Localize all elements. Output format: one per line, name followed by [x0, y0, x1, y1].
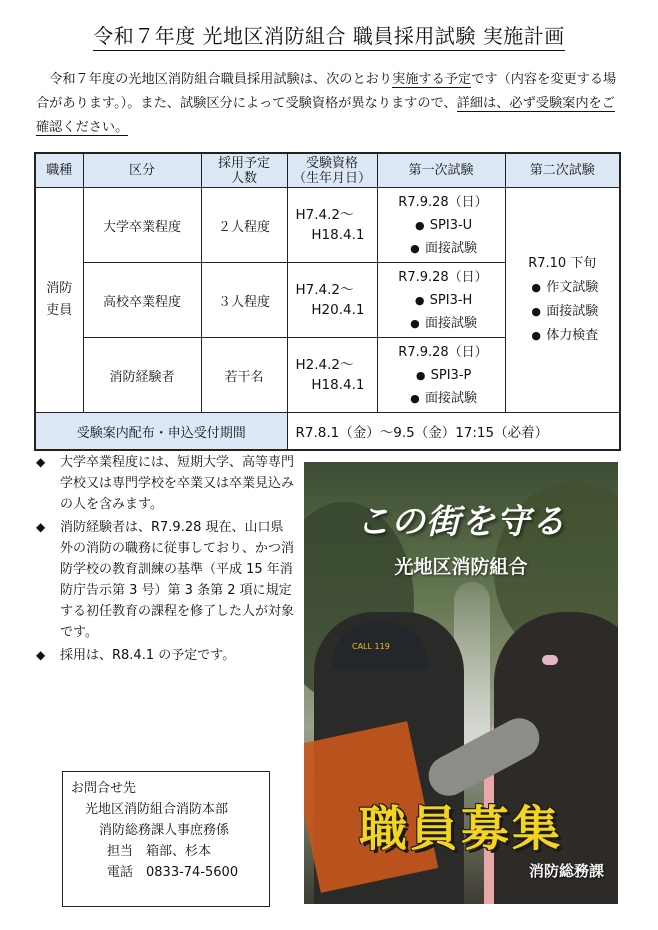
application-period-row	[35, 413, 620, 451]
list-item: ◆ 大学卒業程度には、短期大学、高等専門学校又は専門学校を卒業又は卒業見込みの人を含みます。	[34, 452, 296, 515]
intro-paragraph: 令和７年度の光地区消防組合職員採用試験は、次のとおり実施する予定です（内容を変更する場合があります。）。また、試験区分によって受験資格が異なりますので、詳細は、必ず受験案内をご確認ください。	[36, 72, 617, 135]
second-exam-cell: R7.10 下旬 ● 作文試験 ● 面接試験 ● 体力検査	[505, 188, 620, 413]
table-header-row	[35, 153, 620, 188]
diamond-bullet-icon: ◆	[36, 648, 46, 662]
first-exam-cell: R7.9.28（日） ● SPI3-H ● 面接試験	[377, 263, 505, 338]
period-value: R7.8.1（金）～9.5（金）17:15（必着）	[287, 413, 620, 451]
first-exam-cell: R7.9.28（日） ● SPI3-U ● 面接試験	[377, 188, 505, 263]
ninzu-cell: ３人程度	[201, 263, 287, 338]
ninzu-cell: 若干名	[201, 338, 287, 413]
contact-box	[62, 771, 270, 907]
poster-dept-name: 消防総務課	[528, 862, 604, 880]
kubun-cell: 消防経験者	[83, 338, 201, 413]
shikaku-cell: H7.4.2～ H20.4.1	[287, 263, 377, 338]
header-second-exam: 第二次試験	[505, 153, 620, 188]
contact-staff: 担当 箱部、杉本	[107, 844, 212, 859]
first-exam-cell: R7.9.28（日） ● SPI3-P ● 面接試験	[377, 338, 505, 413]
diamond-bullet-icon: ◆	[36, 520, 46, 534]
kubun-cell: 大学卒業程度	[83, 188, 201, 263]
contact-heading: お問合せ先	[71, 781, 137, 796]
list-item: ◆ 消防経験者は、R7.9.28 現在、山口県外の消防の職務に従事しており、かつ消防学校の教育訓練の基準（平成 15 年消防庁告示第 3 号）第 3 条第 2 項に規定する初任教育の課程を修了した人が対象です。	[34, 517, 296, 643]
poster-hairtie	[542, 655, 558, 665]
period-label: 受験案内配布・申込受付期間	[35, 413, 287, 451]
header-kubun: 区分	[83, 153, 201, 188]
kubun-cell: 高校卒業程度	[83, 263, 201, 338]
header-shikaku: 受験資格 （生年月日）	[287, 153, 377, 188]
shikaku-cell: H7.4.2～ H18.4.1	[287, 188, 377, 263]
shubetsu-cell: 消防 吏員	[35, 188, 83, 413]
ninzu-cell: ２人程度	[201, 188, 287, 263]
recruitment-poster	[304, 462, 618, 904]
diamond-bullet-icon: ◆	[36, 455, 46, 469]
header-shubetsu: 職種	[35, 153, 83, 188]
header-first-exam: 第一次試験	[377, 153, 505, 188]
contact-line: 光地区消防組合消防本部	[85, 802, 229, 817]
poster-recruit-text: 職員募集	[358, 801, 563, 857]
poster-org-name: 光地区消防組合	[394, 556, 528, 578]
page-title: 令和７年度 光地区消防組合 職員採用試験 実施計画	[0, 20, 658, 49]
header-ninzu: 採用予定 人数	[201, 153, 287, 188]
shikaku-cell: H2.4.2～ H18.4.1	[287, 338, 377, 413]
notes-list	[34, 452, 296, 668]
list-item: ◆ 採用は、R8.4.1 の予定です。	[34, 645, 296, 666]
contact-line: 消防総務課人事庶務係	[99, 823, 230, 838]
table-row	[35, 188, 620, 263]
contact-phone: 電話 0833-74-5600	[107, 865, 239, 880]
poster-headline: この街を守る	[356, 502, 566, 542]
exam-plan-table	[34, 152, 621, 451]
helmet-label: CALL 119	[352, 642, 390, 651]
